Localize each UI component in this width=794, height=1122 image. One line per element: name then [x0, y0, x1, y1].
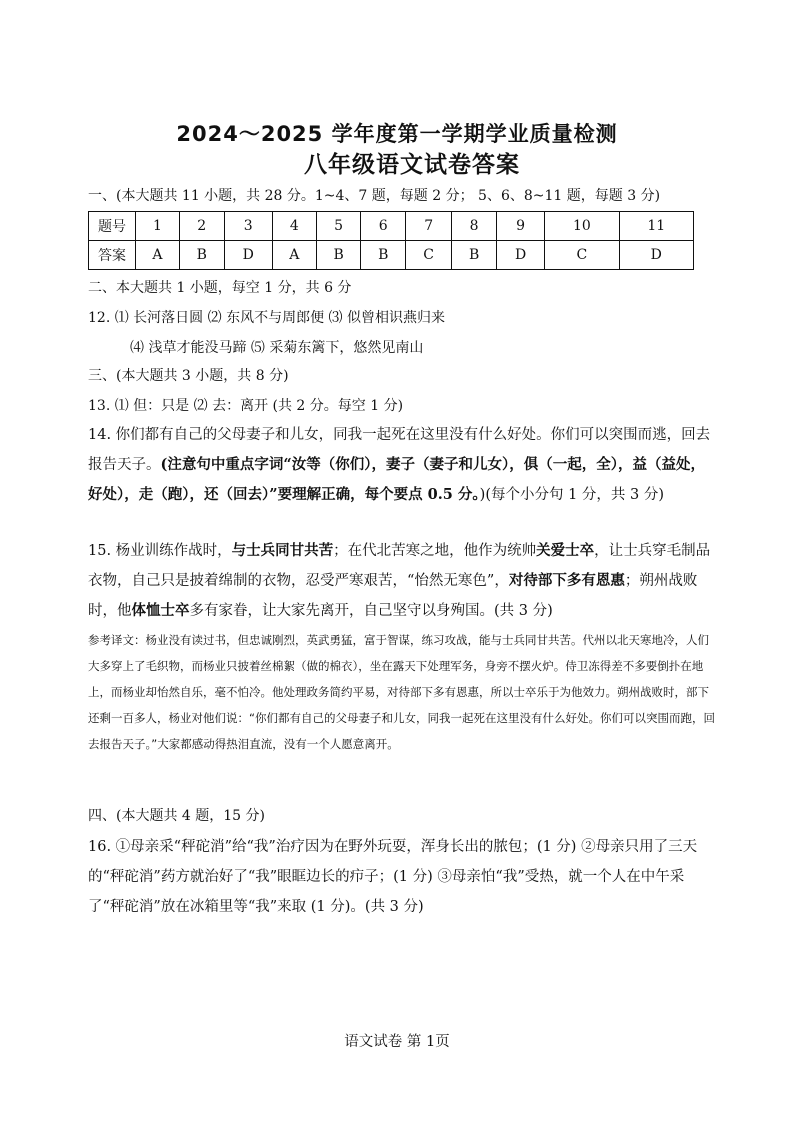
q15-key-point: 体恤士卒	[131, 602, 190, 619]
table-cell: B	[179, 241, 224, 270]
table-cell: D	[619, 241, 693, 270]
table-cell: B	[452, 241, 497, 270]
q15-text: ；在代北苦寒之地，他作为统帅	[333, 543, 537, 559]
table-cell: 7	[406, 212, 452, 241]
q15-key-point: 对待部下多有恩惠	[508, 572, 625, 589]
q12-line2: ⑷ 浅草才能没马蹄 ⑸ 采菊东篱下，悠然见南山	[130, 340, 424, 356]
table-cell: 10	[545, 212, 619, 241]
table-header-cell: 题号	[89, 212, 136, 241]
table-cell: C	[406, 241, 452, 270]
q15-text: 15. 杨业训练作战时，	[88, 543, 232, 559]
page-footer: 语文试卷 第 1页	[344, 1034, 450, 1050]
table-cell: D	[224, 241, 272, 270]
table-row-numbers	[89, 212, 694, 241]
answer-table	[88, 211, 694, 270]
table-cell: D	[496, 241, 544, 270]
section2-heading: 二、本大题共 1 小题，每空 1 分，共 6 分	[88, 280, 352, 296]
table-cell: 1	[136, 212, 180, 241]
table-cell: A	[136, 241, 180, 270]
q14-answer	[88, 420, 718, 510]
q13-answer: 13. ⑴ 但：只是 ⑵ 去：离开 (共 2 分。每空 1 分)	[88, 398, 404, 414]
table-row-answers	[89, 241, 694, 270]
table-cell: B	[361, 241, 406, 270]
table-cell: 5	[316, 212, 361, 241]
table-cell: 11	[619, 212, 693, 241]
q14-scoring-note: (注意句中重点字词“汝等（你们），妻子（妻子和儿女），俱（一起，全），益（益处，好处），走（跑），还（回去）”要理解正确，每个要点 0.5 分。	[88, 456, 705, 503]
q15-text: 多有家眷，让大家先离开，自己坚守以身殉国。(共 3 分)	[189, 603, 553, 619]
section3-heading: 三、(本大题共 3 小题，共 8 分)	[88, 368, 289, 384]
table-cell: A	[272, 241, 316, 270]
q16-answer: 16. ①母亲采“秤砣消”给“我”治疗因为在野外玩耍，浑身长出的脓包；(1 分) ②母亲只用了三天的“秤砣消”药方就治好了“我”眼眶边长的疖子；(1 分) ③母亲怕“我”受热，就一个人在中午采了“秤砣消”放在冰箱里等“我”来取 (1 分)。(共 3 分)	[88, 839, 698, 915]
table-cell: B	[316, 241, 361, 270]
table-cell: 6	[361, 212, 406, 241]
q15-key-point: 关爱士卒	[536, 542, 595, 559]
table-cell: 2	[179, 212, 224, 241]
doc-title: 2024～2025 学年度第一学期学业质量检测	[176, 122, 618, 146]
reference-translation: 参考译文：杨业没有读过书，但忠诚刚烈，英武勇猛，富于智谋，练习攻战，能与士兵同甘共苦。代州以北天寒地冷，人们大多穿上了毛织物，而杨业只披着丝棉絮（做的棉衣），坐在露天下处理军务，身旁不摆火炉。侍卫冻得差不多要倒扑在地上，而杨业却怡然自乐，毫不怕冷。他处理政务简约平易，对待部下多有恩惠，所以士卒乐于为他效力。朔州战败时，部下还剩一百多人，杨业对他们说：“你们都有自己的父母妻子和儿女，同我一起死在这里没有什么好处。你们可以突围而跑，回去报告天子。”大家都感动得热泪直流，没有一个人愿意离开。	[88, 633, 715, 751]
table-cell: 4	[272, 212, 316, 241]
table-header-cell: 答案	[89, 241, 136, 270]
q15-text: ；朔州战败时，他	[88, 573, 698, 619]
section4-heading: 四、(本大题共 4 题，15 分)	[88, 808, 265, 824]
doc-subtitle: 八年级语文试卷答案	[304, 152, 520, 178]
q15-text: ，让士兵穿毛制品衣物，自己只是披着绵制的衣物，忍受严寒艰苦，“怡然无寒色”，	[88, 543, 711, 589]
table-cell: 9	[496, 212, 544, 241]
table-cell: C	[545, 241, 619, 270]
q14-text: 14. 你们都有自己的父母妻子和儿女，同我一起死在这里没有什么好处。你们可以突围而逃，回去报告天子。	[88, 427, 711, 473]
table-cell: 8	[452, 212, 497, 241]
q12-line1: 12. ⑴ 长河落日圆 ⑵ 东风不与周郎便 ⑶ 似曾相识燕归来	[88, 310, 445, 326]
q15-key-point: 与士兵同甘共苦	[231, 542, 334, 559]
q14-score: )(每个小分句 1 分，共 3 分)	[479, 487, 665, 503]
table-cell: 3	[224, 212, 272, 241]
q15-answer	[88, 536, 718, 626]
section1-heading: 一、(本大题共 11 小题，共 28 分。1~4、7 题，每题 2 分； 5、6、8~11 题，每题 3 分)	[88, 188, 661, 204]
